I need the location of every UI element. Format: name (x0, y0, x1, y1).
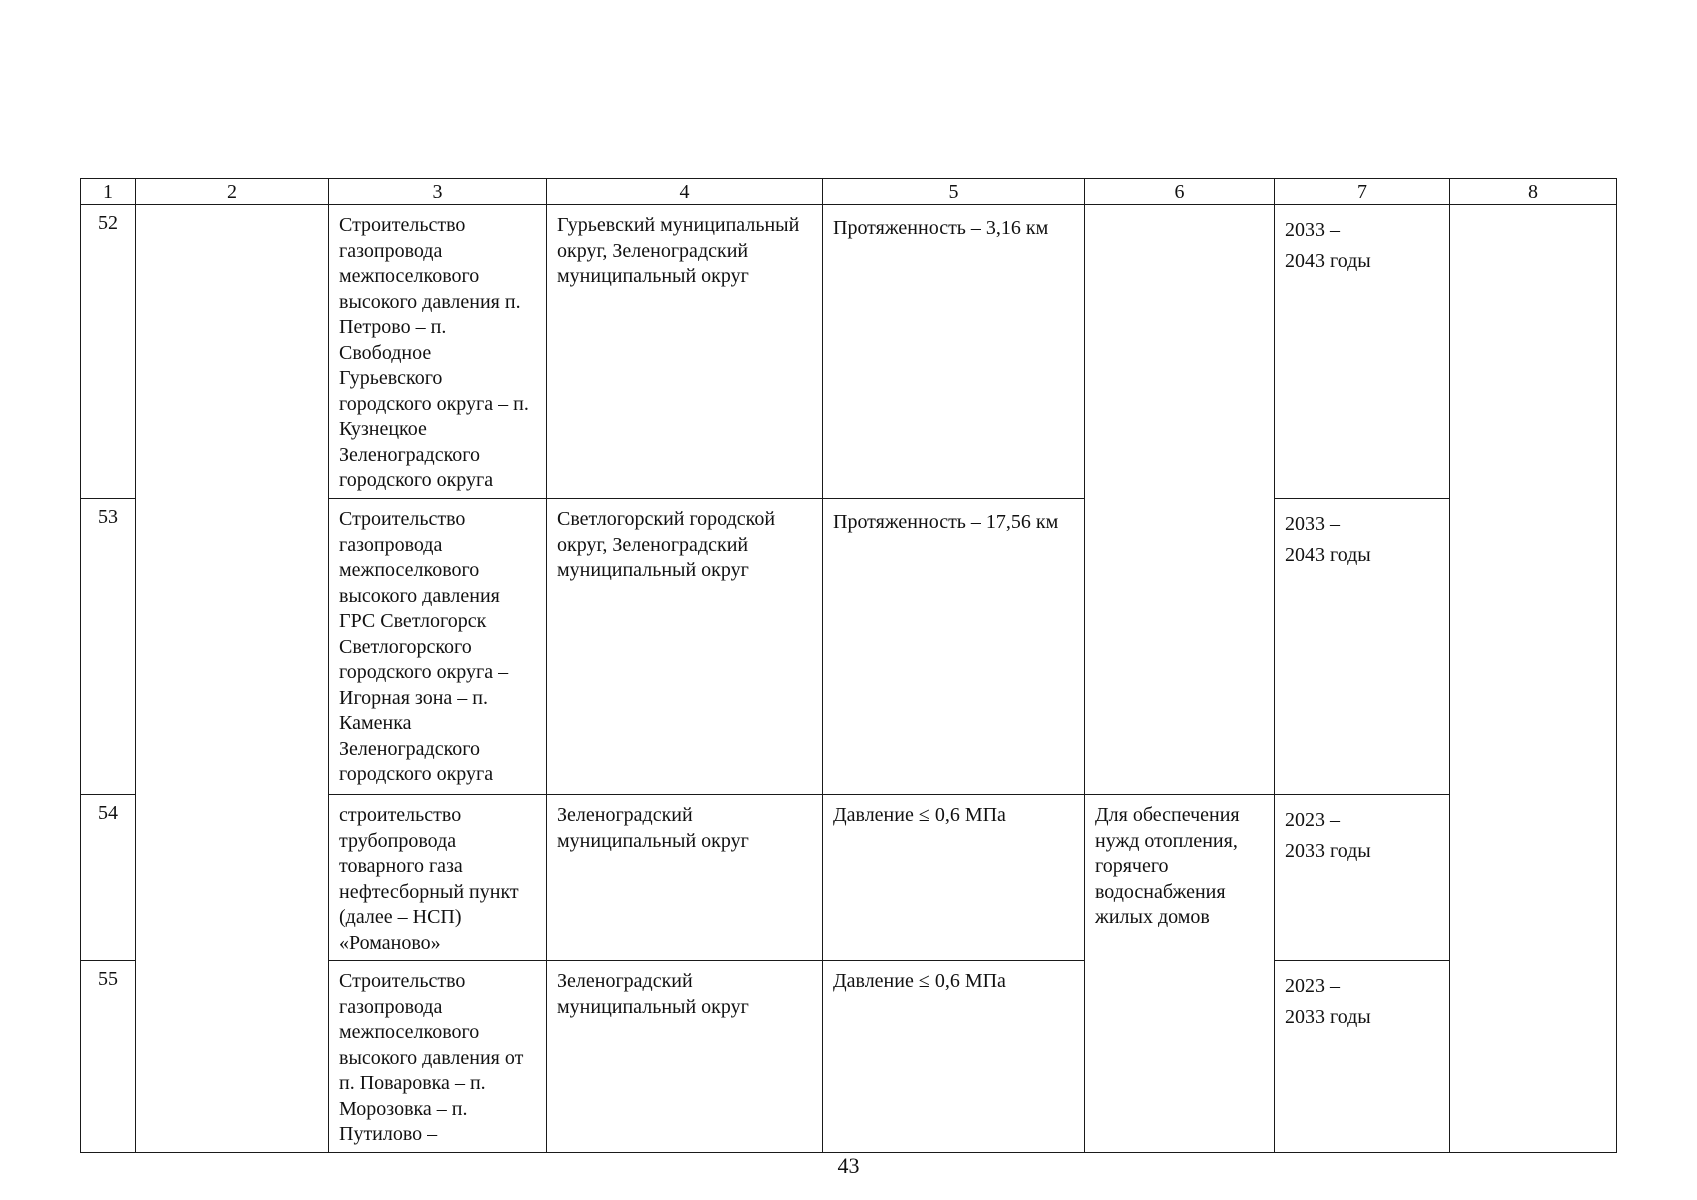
header-cell-7: 7 (1275, 179, 1450, 205)
object-name-cell: строительство трубопровода товарного газа нефтесборный пункт (далее – НСП) «Романово» (329, 795, 547, 961)
period-cell (1275, 205, 1450, 499)
location-cell: Гурьевский муниципальный округ, Зеленоградский муниципальный округ (547, 205, 823, 499)
period-end: 2033 годы (1285, 1006, 1371, 1028)
period-start: 2033 – (1285, 513, 1340, 535)
header-cell-2: 2 (136, 179, 329, 205)
page-number: 43 (837, 1153, 860, 1178)
characteristic-cell: Давление ≤ 0,6 МПа (823, 795, 1085, 961)
period-end: 2043 годы (1285, 544, 1371, 566)
header-cell-8: 8 (1450, 179, 1617, 205)
row-number-cell: 52 (81, 205, 136, 499)
purpose-cell: Для обеспечения нужд отопления, горячего водоснабжения жилых домов (1085, 795, 1275, 1153)
period-cell (1275, 499, 1450, 795)
object-name-cell: Строительство газопровода межпоселкового высокого давления ГРС Светлогорск Светлогорского городского округа – Игорная зона – п. Каменка Зеленоградского городского округа (329, 499, 547, 795)
object-name-cell: Строительство газопровода межпоселкового высокого давления от п. Поваровка – п. Морозовка – п. Путилово – (329, 961, 547, 1153)
period-cell (1275, 961, 1450, 1153)
row-number-cell: 55 (81, 961, 136, 1153)
column-8-cell (1450, 205, 1617, 1153)
purpose-cell-empty (1085, 205, 1275, 795)
table-header-row (81, 179, 1617, 205)
period-start: 2023 – (1285, 975, 1340, 997)
characteristic-cell: Протяженность – 3,16 км (823, 205, 1085, 499)
table-row (81, 205, 1617, 499)
object-name-cell: Строительство газопровода межпоселкового высокого давления п. Петрово – п. Свободное Гурьевского городского округа – п. Кузнецкое Зеленоградского городского округа (329, 205, 547, 499)
objects-table (80, 178, 1617, 1153)
period-start: 2033 – (1285, 219, 1340, 241)
period-end: 2043 годы (1285, 250, 1371, 272)
row-number-cell: 54 (81, 795, 136, 961)
row-number-cell: 53 (81, 499, 136, 795)
location-cell: Светлогорский городской округ, Зеленоградский муниципальный округ (547, 499, 823, 795)
period-end: 2033 годы (1285, 840, 1371, 862)
period-cell (1275, 795, 1450, 961)
header-cell-5: 5 (823, 179, 1085, 205)
header-cell-3: 3 (329, 179, 547, 205)
period-start: 2023 – (1285, 809, 1340, 831)
header-cell-1: 1 (81, 179, 136, 205)
location-cell: Зеленоградский муниципальный округ (547, 795, 823, 961)
characteristic-cell: Протяженность – 17,56 км (823, 499, 1085, 795)
location-cell: Зеленоградский муниципальный округ (547, 961, 823, 1153)
characteristic-cell: Давление ≤ 0,6 МПа (823, 961, 1085, 1153)
column-2-cell (136, 205, 329, 1153)
header-cell-4: 4 (547, 179, 823, 205)
header-cell-6: 6 (1085, 179, 1275, 205)
